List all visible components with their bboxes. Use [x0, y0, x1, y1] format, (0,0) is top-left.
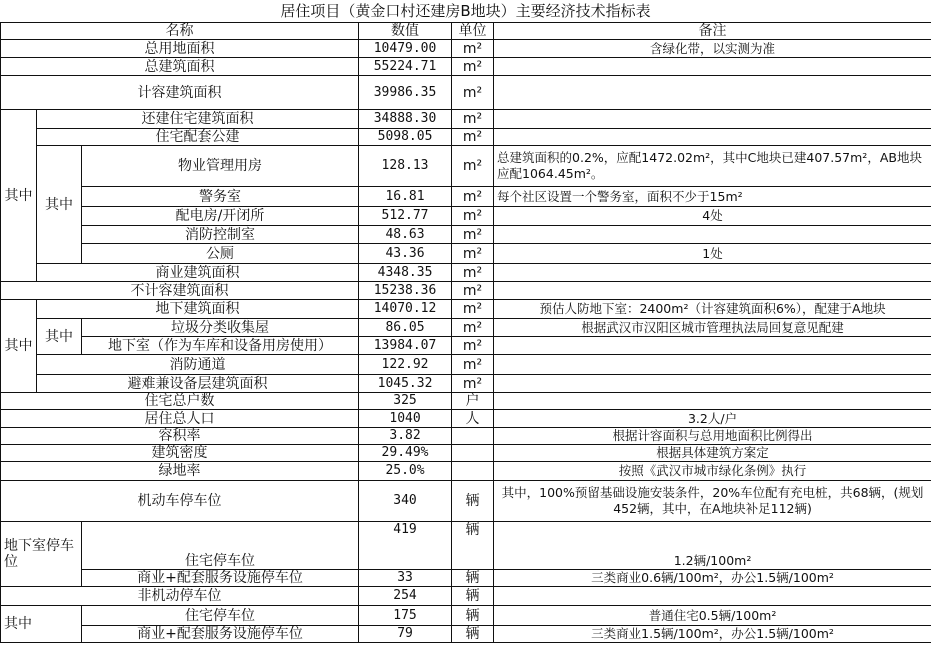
table-row: [1, 40, 931, 58]
table-row: [1, 337, 931, 355]
table-row: [1, 319, 931, 337]
group-label-qizhong-sub: 其中: [37, 319, 82, 355]
row-note: 其中，100%预留基础设施安装条件，20%车位配有充电桩，共68辆，(规划452辆，其中，在A地块补足112辆): [494, 481, 931, 522]
row-label: 住宅停车位: [82, 522, 359, 570]
row-unit: 辆: [452, 606, 494, 626]
row-value: 79: [359, 626, 452, 643]
table-row: [1, 282, 931, 300]
row-unit: 辆: [452, 481, 494, 522]
table-row: [1, 207, 931, 226]
row-label: 住宅总户数: [1, 393, 359, 410]
table-row: [1, 146, 931, 187]
header-value: 数值: [359, 23, 452, 40]
row-unit: m²: [452, 207, 494, 226]
row-note: [494, 337, 931, 355]
row-label: 商业+配套服务设施停车位: [82, 626, 359, 643]
row-label: 建筑密度: [1, 445, 359, 462]
row-label: 垃圾分类收集屋: [82, 319, 359, 337]
table-row: [1, 428, 931, 445]
row-label: 居住总人口: [1, 410, 359, 428]
row-note: 根据具体建筑方案定: [494, 445, 931, 462]
row-value: 340: [359, 481, 452, 522]
table-row: [1, 606, 931, 626]
header-name: 名称: [1, 23, 359, 40]
table-row: [1, 76, 931, 110]
row-value: 512.77: [359, 207, 452, 226]
table-row: [1, 587, 931, 606]
row-unit: 户: [452, 393, 494, 410]
row-note: 总建筑面积的0.2%，应配1472.02m²，其中C地块已建407.57m²，AB地块应配1064.45m²。: [494, 146, 931, 187]
row-note: 根据计容面积与总用地面积比例得出: [494, 428, 931, 445]
row-value: 16.81: [359, 187, 452, 207]
table-row: [1, 355, 931, 375]
row-unit: m²: [452, 146, 494, 187]
row-value: 122.92: [359, 355, 452, 375]
row-label: 消防控制室: [82, 226, 359, 244]
row-label: 警务室: [82, 187, 359, 207]
row-note: [494, 264, 931, 282]
row-value: 15238.36: [359, 282, 452, 300]
row-unit: m²: [452, 226, 494, 244]
row-label: 不计容建筑面积: [1, 282, 359, 300]
table-row: [1, 410, 931, 428]
table-row: [1, 445, 931, 462]
table-row: [1, 481, 931, 522]
row-note: 每个社区设置一个警务室，面积不少于15m²: [494, 187, 931, 207]
row-unit: m²: [452, 58, 494, 76]
row-value: 55224.71: [359, 58, 452, 76]
row-note: 三类商业1.5辆/100m²，办公1.5辆/100m²: [494, 626, 931, 643]
row-value: 29.49%: [359, 445, 452, 462]
row-unit: m²: [452, 355, 494, 375]
row-unit: [452, 428, 494, 445]
row-label: 消防通道: [37, 355, 359, 375]
row-label: 总用地面积: [1, 40, 359, 58]
row-value: 25.0%: [359, 462, 452, 481]
row-label: 机动车停车位: [1, 481, 359, 522]
row-unit: m²: [452, 319, 494, 337]
row-note: [494, 375, 931, 393]
row-label: 总建筑面积: [1, 58, 359, 76]
row-unit: m²: [452, 129, 494, 146]
row-note: 1处: [494, 244, 931, 264]
row-value: 1040: [359, 410, 452, 428]
row-label: 还建住宅建筑面积: [37, 110, 359, 129]
row-value: 128.13: [359, 146, 452, 187]
table-header-row: [1, 23, 931, 40]
row-label: 非机动停车位: [1, 587, 359, 606]
row-label: 容积率: [1, 428, 359, 445]
row-unit: m²: [452, 187, 494, 207]
table-row: [1, 226, 931, 244]
row-value: 4348.35: [359, 264, 452, 282]
table-row: [1, 244, 931, 264]
row-unit: 辆: [452, 570, 494, 587]
row-unit: m²: [452, 244, 494, 264]
group-label-basement-parking: 地下室停车位: [1, 522, 82, 587]
table-row: [1, 129, 931, 146]
row-value: 10479.00: [359, 40, 452, 58]
table-row: [1, 110, 931, 129]
row-label: 物业管理用房: [82, 146, 359, 187]
row-value: 419: [359, 522, 452, 570]
row-label: 配电房/开闭所: [82, 207, 359, 226]
row-unit: m²: [452, 110, 494, 129]
row-label: 避难兼设备层建筑面积: [37, 375, 359, 393]
row-note: 4处: [494, 207, 931, 226]
row-note: [494, 226, 931, 244]
row-unit: [452, 445, 494, 462]
row-value: 34888.30: [359, 110, 452, 129]
row-note: [494, 355, 931, 375]
row-label: 计容建筑面积: [1, 76, 359, 110]
row-note: 普通住宅0.5辆/100m²: [494, 606, 931, 626]
table-row: [1, 393, 931, 410]
row-value: 39986.35: [359, 76, 452, 110]
row-note: [494, 110, 931, 129]
row-value: 254: [359, 587, 452, 606]
row-unit: m²: [452, 375, 494, 393]
row-unit: m²: [452, 337, 494, 355]
row-value: 13984.07: [359, 337, 452, 355]
table-row: [1, 300, 931, 319]
row-value: 1045.32: [359, 375, 452, 393]
row-value: 43.36: [359, 244, 452, 264]
table-row: [1, 264, 931, 282]
group-label-qizhong: 其中: [1, 110, 37, 282]
table-row: [1, 58, 931, 76]
row-value: 325: [359, 393, 452, 410]
row-unit: 辆: [452, 626, 494, 643]
page-title: 居住项目（黄金口村还建房B地块）主要经济技术指标表: [280, 2, 651, 20]
table-row: [1, 522, 931, 570]
row-note: [494, 282, 931, 300]
row-note: 预估人防地下室：2400m²（计容建筑面积6%），配建于A地块: [494, 300, 931, 319]
row-unit: m²: [452, 282, 494, 300]
header-note: 备注: [494, 23, 931, 40]
row-note: 按照《武汉市城市绿化条例》执行: [494, 462, 931, 481]
row-note: 三类商业0.6辆/100m²，办公1.5辆/100m²: [494, 570, 931, 587]
row-unit: 人: [452, 410, 494, 428]
row-note: [494, 393, 931, 410]
row-label: 地下建筑面积: [37, 300, 359, 319]
row-note: 含绿化带，以实测为准: [494, 40, 931, 58]
row-value: 86.05: [359, 319, 452, 337]
row-label: 地下室（作为车库和设备用房使用）: [82, 337, 359, 355]
header-unit: 单位: [452, 23, 494, 40]
row-value: 5098.05: [359, 129, 452, 146]
row-label: 绿地率: [1, 462, 359, 481]
row-value: 33: [359, 570, 452, 587]
row-unit: m²: [452, 264, 494, 282]
row-unit: 辆: [452, 522, 494, 570]
row-label: 公厕: [82, 244, 359, 264]
table-row: [1, 570, 931, 587]
row-note: 3.2人/户: [494, 410, 931, 428]
group-label-qizhong: 其中: [1, 300, 37, 393]
row-unit: m²: [452, 300, 494, 319]
row-note: [494, 587, 931, 606]
table-row: [1, 462, 931, 481]
row-value: 175: [359, 606, 452, 626]
group-label-qizhong: 其中: [1, 606, 82, 643]
row-label: 住宅停车位: [82, 606, 359, 626]
row-note: 1.2辆/100m²: [494, 522, 931, 570]
table-row: [1, 626, 931, 643]
indicator-table: [0, 22, 931, 643]
row-unit: m²: [452, 40, 494, 58]
row-note: [494, 129, 931, 146]
table-row: [1, 187, 931, 207]
row-unit: 辆: [452, 587, 494, 606]
row-note: [494, 76, 931, 110]
row-label: 住宅配套公建: [37, 129, 359, 146]
table-row: [1, 375, 931, 393]
row-unit: m²: [452, 76, 494, 110]
row-value: 48.63: [359, 226, 452, 244]
row-label: 商业建筑面积: [37, 264, 359, 282]
row-unit: [452, 462, 494, 481]
row-label: 商业+配套服务设施停车位: [82, 570, 359, 587]
row-note: [494, 58, 931, 76]
row-value: 14070.12: [359, 300, 452, 319]
row-note: 根据武汉市汉阳区城市管理执法局回复意见配建: [494, 319, 931, 337]
group-label-qizhong-sub: 其中: [37, 146, 82, 264]
row-value: 3.82: [359, 428, 452, 445]
